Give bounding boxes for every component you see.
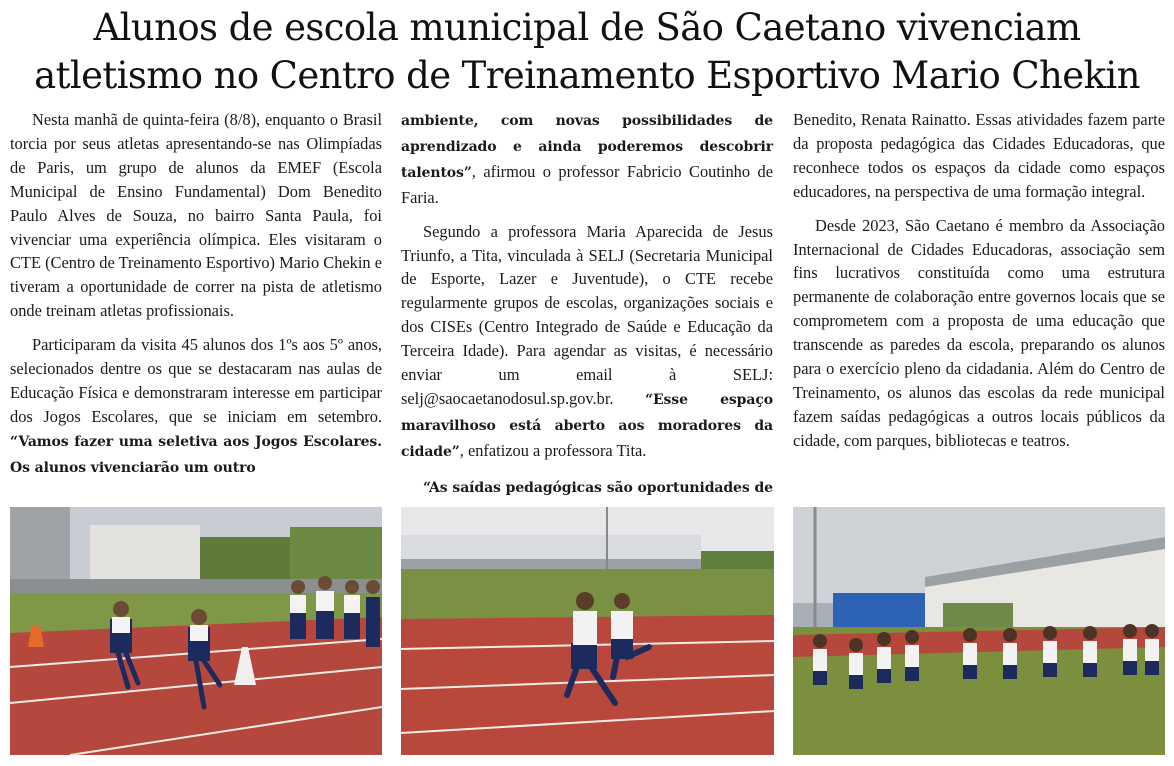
paragraph bbox=[401, 108, 773, 210]
photo-boys-running bbox=[401, 507, 774, 755]
photo-girls-running bbox=[10, 507, 382, 755]
paragraph-text: Benedito, Renata Rainatto. Essas atividades fazem parte da proposta pedagógica das Cidades Educadoras, que reconhece todos os espaços da cidade como espaços educadores, na perspectiva de uma formação integral. bbox=[793, 110, 1165, 201]
photo-group-warmup-image bbox=[793, 507, 1165, 755]
paragraph bbox=[10, 108, 382, 323]
paragraph-text: , afirmou o professor Fabricio Coutinho de Faria. bbox=[401, 161, 773, 207]
quote-text: ambiente, com novas possibilidades de aprendizado e ainda poderemos descobrir talentos” bbox=[401, 113, 773, 181]
photo-boys-running-image bbox=[401, 507, 774, 755]
headline-line-1: Alunos de escola municipal de São Caetano vivenciam bbox=[93, 6, 1081, 49]
text-column-3 bbox=[793, 108, 1165, 463]
paragraph bbox=[401, 220, 773, 465]
paragraph-text: Desde 2023, São Caetano é membro da Associação Internacional de Cidades Educadoras, associação sem fins lucrativos constituída como uma estrutura permanente de colaboração entre governos locais que se comprometem com a proposta de uma educação que transcende as paredes da escola, preparando os alunos para o exercício pleno da cidadania. Além do Centro de Treinamento, os alunos das escolas da rede municipal fazem saídas pedagógicas a outros locais públicos da cidade, com parques, bibliotecas e teatros. bbox=[793, 215, 1165, 450]
paragraph bbox=[793, 108, 1165, 204]
paragraph bbox=[793, 214, 1165, 453]
photo-girls-running-image bbox=[10, 507, 382, 755]
text-column-1 bbox=[10, 108, 382, 491]
quote-text: “Esse espaço maravilhoso está aberto aos moradores da cidade” bbox=[401, 391, 773, 460]
paragraph bbox=[10, 333, 382, 480]
photo-group-warmup bbox=[793, 507, 1165, 755]
paragraph-text: , enfatizou a professora Tita. bbox=[459, 440, 647, 460]
paragraph-text: Participaram da visita 45 alunos dos 1ºs aos 5º anos, selecionados dentre os que se destacaram nas aulas de Educação Física e demonstraram interesse em participar dos Jogos Escolares, que se iniciam em setembro. bbox=[10, 335, 382, 426]
quote-text: “Vamos fazer uma seletiva aos Jogos Escolares. Os alunos vivenciarão um outro bbox=[10, 433, 382, 476]
headline-line-2: atletismo no Centro de Treinamento Esportivo Mario Chekin bbox=[34, 54, 1140, 97]
paragraph-text: Nesta manhã de quinta-feira (8/8), enquanto o Brasil torcia por seus atletas apresentando-se nas Olimpíadas de Paris, um grupo de alunos da EMEF (Escola Municipal de Ensino Fundamental) Dom Benedito Paulo Alves de Souza, no bairro Santa Paula, foi vivenciar uma experiência olímpica. Eles visitaram o CTE (Centro de Treinamento Esportivo) Mario Chekin e tiveram a oportunidade de correr na pista de atletismo onde treinam atletas profissionais. bbox=[10, 110, 382, 321]
article-headline bbox=[0, 4, 1174, 100]
quote-text: “As saídas pedagógicas são oportunidades de bbox=[423, 479, 773, 496]
paragraph-text: Segundo a professora Maria Aparecida de Jesus Triunfo, a Tita, vinculada à SELJ (Secretaria Municipal de Esporte, Lazer e Juventude), o CTE recebe regularmente grupos de escolas, organizações sociais e dos CISEs (Centro Integrado de Saúde e Educação da Terceira Idade). Para agendar as visitas, é necessário enviar um email à SELJ: selj@saocaetanodosul.sp.gov.br. bbox=[401, 221, 773, 408]
